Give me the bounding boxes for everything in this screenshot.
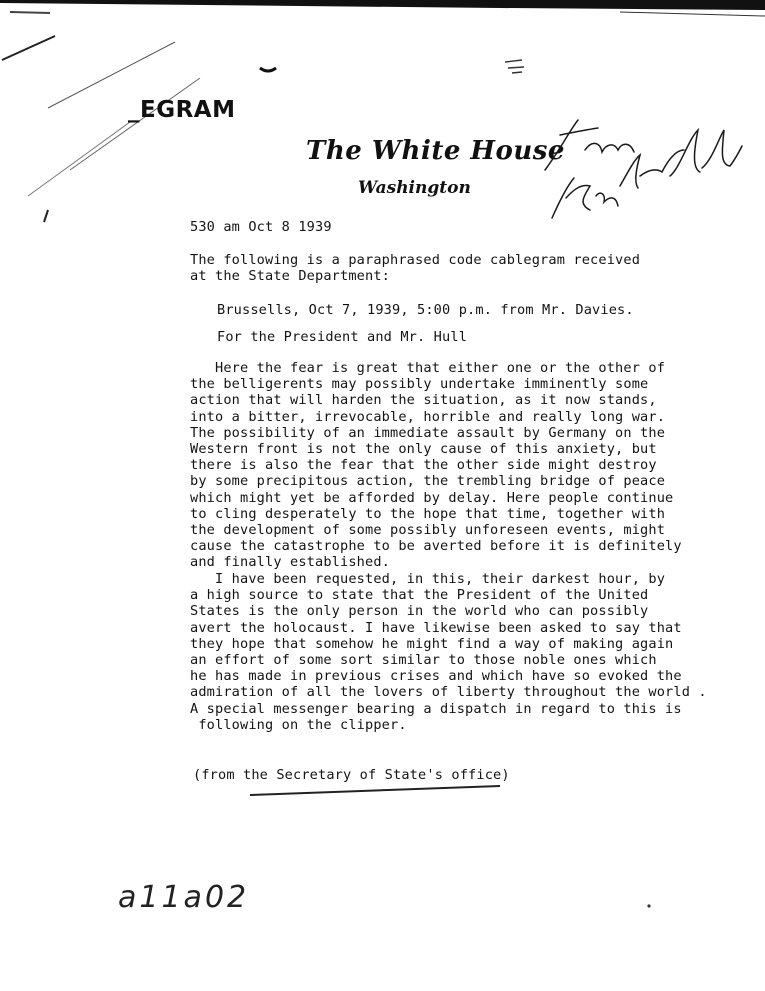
telegram-header-label: _EGRAM xyxy=(128,97,236,123)
origin-line: Brussells, Oct 7, 1939, 5:00 p.m. from Mr. Davies. xyxy=(217,302,634,318)
handwritten-file-code: a11a02 xyxy=(118,880,250,915)
dateline: 530 am Oct 8 1939 xyxy=(190,219,332,235)
address-line: For the President and Mr. Hull xyxy=(217,329,468,345)
letterhead-title: The White House xyxy=(306,136,565,166)
footer-note: (from the Secretary of State's office) xyxy=(193,767,510,783)
scan-top-edge xyxy=(0,0,765,26)
body-paragraph-2: I have been requested, in this, their darkest hour, by a high source to state that the President of the United States is the only person in the world who can possibly avert the holocaust. I have likewise been asked to say that they hope that somehow he might find a way of making again an effort of some sort similar to those noble ones which he has made in previous crises and which have so evoked the admiration of all the lovers of liberty throughout the world . A special messenger bearing a dispatch in regard to this is following on the clipper. xyxy=(190,571,707,733)
body-paragraph-1: Here the fear is great that either one or the other of the belligerents may possibly undertake imminently some action that will harden the situation, as it now stands, into a bitter, irrevocable, horrible and really long war. The possibility of an immediate assault by Germany on the Western front is not the only cause of this anxiety, but there is also the fear that the other side might destroy by some precipitous action, the trembling bridge of peace which might yet be afforded by delay. Here people continue to cling desperately to the hope that time, together with the development of some possibly unforeseen events, might cause the catastrophe to be averted before it is definitely and finally established. xyxy=(190,360,682,571)
letterhead-subtitle: Washington xyxy=(358,178,471,198)
intro-text: The following is a paraphrased code cablegram received at the State Department: xyxy=(190,252,641,285)
